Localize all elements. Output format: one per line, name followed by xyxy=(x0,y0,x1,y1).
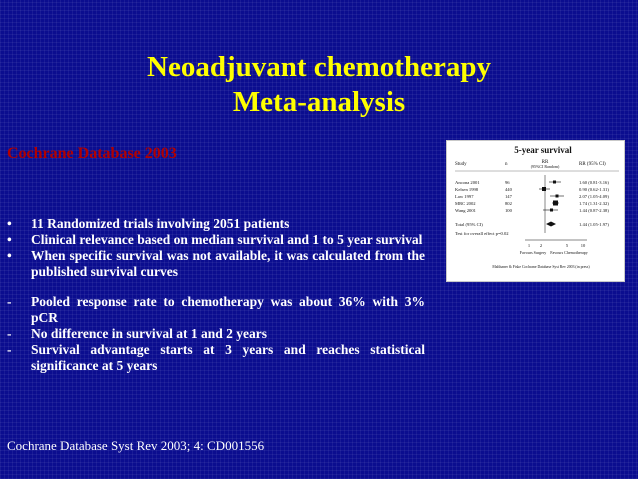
forest-plot xyxy=(447,141,624,281)
estimate-box xyxy=(556,195,559,198)
row-n: 802 xyxy=(505,201,512,206)
study-estimates xyxy=(539,181,564,212)
pooled-diamond xyxy=(546,222,556,227)
total-rr: 1.44 (1.05-1.97) xyxy=(579,222,609,227)
row-n: 440 xyxy=(505,187,512,192)
row-study: Law 1997 xyxy=(455,194,474,199)
favours-left-label: Favours Surgery xyxy=(519,250,547,255)
subtitle: Cochrane Database 2003 xyxy=(7,145,177,162)
row-rr: 0.90 (0.62-1.31) xyxy=(579,187,609,192)
figure-source: Malthaner & Fiske Cochrane Database Syst Rev 2003 (in press) xyxy=(492,265,590,269)
bullet-marker: • xyxy=(7,216,12,231)
title-line-1: Neoadjuvant chemotherapy xyxy=(147,51,491,83)
bullet-item xyxy=(7,216,425,232)
col-header-study: Study xyxy=(455,162,467,167)
dash-marker: - xyxy=(7,294,12,309)
figure-title: 5-year survival xyxy=(514,145,572,155)
dash-item xyxy=(7,294,425,326)
dash-item xyxy=(7,342,425,374)
bullet-list xyxy=(7,216,425,374)
col-header-ci: RR (95% CI) xyxy=(579,162,606,167)
bullet-marker: • xyxy=(7,232,12,247)
bullet-item xyxy=(7,232,425,248)
bullet-marker: • xyxy=(7,248,12,263)
row-study: Kelsen 1998 xyxy=(455,187,479,192)
row-rr: 2.07 (1.05-4.09) xyxy=(579,194,609,199)
dash-marker: - xyxy=(7,342,12,357)
row-rr: 1.44 (0.87-2.38) xyxy=(579,208,609,213)
forest-plot-figure xyxy=(446,140,625,282)
bullet-text: Clinical relevance based on median survival and 1 to 5 year survival xyxy=(31,232,423,247)
bullet-text: 11 Randomized trials involving 2051 patients xyxy=(31,216,290,231)
row-rr: 1.74 (1.31-2.32) xyxy=(579,201,609,206)
title-line-2: Meta-analysis xyxy=(232,86,406,118)
estimate-box xyxy=(553,201,558,206)
row-study: MRC 2002 xyxy=(455,201,476,206)
col-header-rr-sub: (95%CI Random) xyxy=(530,164,560,169)
row-study: Wang 2001 xyxy=(455,208,476,213)
col-header-n: n xyxy=(505,162,508,167)
axis-tick-label: 10 xyxy=(580,243,586,248)
dash-text: Survival advantage starts at 3 years and reaches statistical significance at 5 years xyxy=(31,342,425,373)
axis-tick-label: 5 xyxy=(565,243,569,248)
axis-tick-label: 2 xyxy=(539,243,543,248)
estimate-box xyxy=(542,187,546,191)
slide-title xyxy=(0,50,638,120)
overall-effect: Test for overall effect p=0.02 xyxy=(455,231,509,236)
bullet-text: When specific survival was not available, it was calculated from the published survival curves xyxy=(31,248,425,279)
col-header-rr: RR xyxy=(541,160,549,165)
favours-right-label: Favours Chemotherapy xyxy=(550,250,588,255)
row-n: 100 xyxy=(505,208,512,213)
dash-marker: - xyxy=(7,326,12,341)
dash-item xyxy=(7,326,425,342)
row-n: 147 xyxy=(505,194,512,199)
total-label: Total (95% CI) xyxy=(455,222,483,227)
dash-text: No difference in survival at 1 and 2 years xyxy=(31,326,267,341)
citation-footer: Cochrane Database Syst Rev 2003; 4: CD001556 xyxy=(7,438,265,453)
dash-text: Pooled response rate to chemotherapy was about 36% with 3% pCR xyxy=(31,294,425,325)
bullet-item xyxy=(7,248,425,280)
row-n: 96 xyxy=(505,180,510,185)
estimate-box xyxy=(550,209,553,212)
estimate-box xyxy=(553,181,556,184)
axis-tick-label: 1 xyxy=(527,243,531,248)
row-rr: 1.60 (0.81-3.16) xyxy=(579,180,609,185)
row-study: Ancona 2001 xyxy=(455,180,480,185)
